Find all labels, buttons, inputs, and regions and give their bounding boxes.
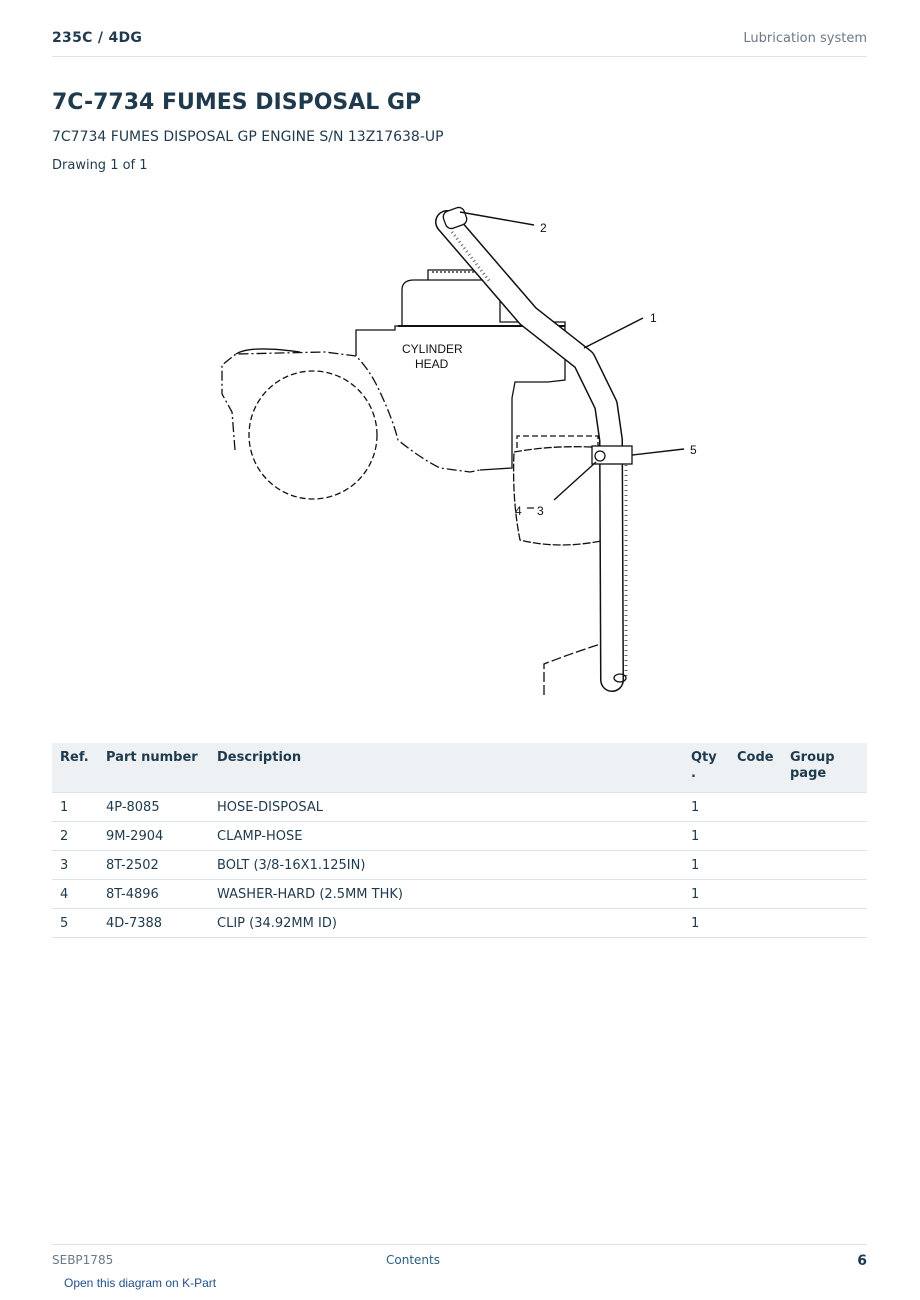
cell-part-number: 4D-7388	[98, 909, 209, 938]
cell-ref: 2	[52, 822, 98, 851]
page-footer	[52, 1244, 867, 1275]
cell-description: CLIP (34.92MM ID)	[209, 909, 683, 938]
table-row	[52, 851, 867, 880]
cell-ref: 3	[52, 851, 98, 880]
cell-code	[729, 851, 782, 880]
cell-group-page	[782, 880, 867, 909]
document-id: SEBP1785	[52, 1253, 114, 1267]
page-title: 7C-7734 FUMES DISPOSAL GP	[52, 90, 422, 115]
header-qty: Qty .	[683, 743, 729, 793]
table-row	[52, 793, 867, 822]
cell-part-number: 4P-8085	[98, 793, 209, 822]
cell-code	[729, 909, 782, 938]
cell-ref: 1	[52, 793, 98, 822]
table-row	[52, 880, 867, 909]
callout-2[interactable]: 2	[540, 221, 547, 235]
header-group-page: Group page	[782, 743, 867, 793]
page-subtitle: 7C7734 FUMES DISPOSAL GP ENGINE S/N 13Z17638-UP	[52, 129, 444, 145]
contents-link[interactable]: Contents	[386, 1253, 440, 1267]
parts-diagram[interactable]	[210, 200, 730, 700]
table-row	[52, 909, 867, 938]
header-part-number: Part number	[98, 743, 209, 793]
cell-group-page	[782, 851, 867, 880]
cell-code	[729, 822, 782, 851]
cell-qty: 1	[683, 793, 729, 822]
cell-qty: 1	[683, 822, 729, 851]
cell-group-page	[782, 909, 867, 938]
cell-description: CLAMP-HOSE	[209, 822, 683, 851]
cell-code	[729, 793, 782, 822]
callout-3[interactable]: 3	[537, 504, 544, 518]
cell-description: HOSE-DISPOSAL	[209, 793, 683, 822]
cell-part-number: 8T-4896	[98, 880, 209, 909]
cell-ref: 4	[52, 880, 98, 909]
cell-part-number: 8T-2502	[98, 851, 209, 880]
diagram-circle	[249, 371, 377, 499]
header-ref: Ref.	[52, 743, 98, 793]
cell-part-number: 9M-2904	[98, 822, 209, 851]
cell-code	[729, 880, 782, 909]
cell-qty: 1	[683, 880, 729, 909]
drawing-count-label: Drawing 1 of 1	[52, 158, 148, 173]
callout-4[interactable]: 4	[515, 504, 522, 518]
diagram-head-label: HEAD	[415, 357, 449, 371]
cell-ref: 5	[52, 909, 98, 938]
callout-1[interactable]: 1	[650, 311, 657, 325]
open-diagram-link[interactable]: Open this diagram on K-Part	[64, 1276, 217, 1290]
cell-description: WASHER-HARD (2.5MM THK)	[209, 880, 683, 909]
diagram-cylinder-label: CYLINDER	[402, 342, 463, 356]
cell-group-page	[782, 793, 867, 822]
cell-group-page	[782, 822, 867, 851]
section-label: Lubrication system	[743, 31, 867, 46]
page-number: 6	[857, 1253, 867, 1269]
parts-table	[52, 743, 867, 938]
model-label: 235C / 4DG	[52, 30, 143, 46]
page-header	[52, 28, 867, 57]
header-code: Code	[729, 743, 782, 793]
table-row	[52, 822, 867, 851]
diagram-hose	[447, 222, 612, 680]
cell-description: BOLT (3/8-16X1.125IN)	[209, 851, 683, 880]
table-header-row	[52, 743, 867, 793]
header-description: Description	[209, 743, 683, 793]
cell-qty: 1	[683, 909, 729, 938]
callout-5[interactable]: 5	[690, 443, 697, 457]
cell-qty: 1	[683, 851, 729, 880]
